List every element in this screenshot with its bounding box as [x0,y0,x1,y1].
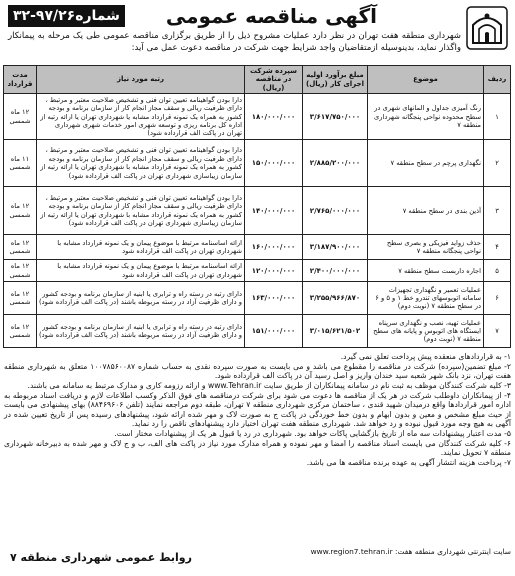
public-relations-signature: روابط عمومی شهرداری منطقه ۷ [10,551,192,564]
note-item: ۳- کلیه شرکت کنندگان موظف به ثبت نام در سامانه پیمانکاران از طریق سایت www.Tehran.ir و ارائه رزومه کاری و مدارک مرتبط به سامانه می باشند. [27,381,511,390]
website-line [211,547,511,556]
row-requirement: دارای رتبه در رسته راه و ترابری یا ابنیه از سازمان برنامه و بودجه کشور و دارای ظرفیت آزاد در رسته مربوطه باشند (در پاکت الف قرارداده شود) [37,282,245,315]
row-deposit: ۱۶۰/۰۰۰/۰۰۰ [245,235,303,260]
col-header-row-number: ردیف [484,66,511,94]
row-duration: ۱۲ ماه شمسی [4,315,37,348]
row-deposit: ۱۸۰/۰۰۰/۰۰۰ [245,94,303,140]
row-subject: اجاره داربست سطح منطقه ۷ [368,260,484,282]
table-row [4,260,511,282]
row-deposit: ۱۵۱/۰۰۰/۰۰۰ [245,315,303,348]
row-subject: حذف زواید فیزیکی و بصری سطح نواحی پنجگانه منطقه ۷ [368,235,484,260]
note-item: ۶- کلیه شرکت کنندگان می بایست اسناد مناقصه را امضا و مهر نموده و همراه مدارک مورد نیاز در پاکت های الف، ب و ج لاک و مهر شده به دبیرخانه شهرداری منطقه ۷ تحویل نمایند. [4,438,511,458]
col-header-estimate: مبلغ برآورد اولیه اجرای کار (ریال) [303,66,368,94]
row-duration: ۱۲ ماه شمسی [4,260,37,282]
row-number: ۶ [484,282,511,315]
note-item: ۲- مبلغ تضمین(سپرده) شرکت در مناقصه را مقطوع می باشد و می بایست به صورت سپرده نقدی به حساب شماره ۱۰۰۷۸۵۶۰۰۸۷ متعلق به شهرداری منطقه هفت تهران، نزد بانک شهر شعبه سید خندان واریز و اصل رسید آن در پاکت الف قرارداده شود. [4,361,511,381]
notice-number: شماره۹۷/۲۶-۳۲ [8,5,125,27]
row-number: ۴ [484,235,511,260]
row-requirement: دارا بودن گواهینامه تعیین توان فنی و تشخیص صلاحیت معتبر و مرتبط ، دارای ظرفیت ریالی و سقف مجاز انجام کار از سازمان برنامه و بودجه کشور به همراه یک نمونه قرارداد مشابه با شهرداری تهران یا ارائه رتبه از سازمان زیباسازی شهرداری تهران در پاکت الف قرارداده شود) [37,187,245,235]
row-duration: ۱۲ ماه شمسی [4,94,37,140]
col-header-duration: مدت قرارداد [4,66,37,94]
tehran-municipality-logo-icon [465,5,509,51]
col-header-subject: موضوع [368,66,484,94]
row-duration: ۱۲ ماه شمسی [4,282,37,315]
table-row [4,94,511,140]
note-item: ۵- مدت اعتبار پیشنهادات سه ماه از تاریخ بازگشایی پاکات خواهد بود. شهرداری در رد یا قبول هر یک از پیشنهادات مختار است. [114,428,511,438]
tender-table [3,65,511,348]
row-estimate: ۲/۷۶۵/۰۰۰/۰۰۰ [303,187,368,235]
row-deposit: ۱۲۰/۰۰۰/۰۰۰ [245,260,303,282]
table-header-row [4,66,511,94]
notice-intro: شهرداری منطقه هفت تهران در نظر دارد عملیات مشروح ذیل را از طریق برگزاری مناقصه عمومی طی یک مرحله به پیمانکار واگذار نماید، بدینوسیله ازمتقاضیان واجد شرایط جهت شرکت در مناقصه دعوت عمل می آید: [8,31,461,53]
note-item: ۷- پرداخت هزینه انتشار آگهی به عهده برنده مناقصه ها می باشد. [306,457,511,467]
row-subject: عملیات تعمیر و نگهداری تجهیزات سامانه اتوبوسهای تندرو خط ۱ و ۵ و ۶ در سطح منطقه ۷ (نوبت دوم) [368,282,484,315]
col-header-requirement: رتبه مورد نیاز [37,66,245,94]
note-item: ۴- از پیمانکاران داوطلب شرکت در هر یک از مناقصه ها دعوت می شود برای شرکت درمناقصه های فوق الذکر وکسب اطلاعات لازم و دریافت اسناد مربوطه به اداره امور قراردادها واقع درمیدان شهید قندی ، ساختمان مرکزی شهرداری منطقه ۷ تهران، طبقه دوم مراجعه نمایند (تلفن ۸۸۴۶۹۶۰۶) بهای پیشنهادی می بایست از حیث مبلغ مشخص و معین و بدون ابهام و بدون خط خوردگی در پاکت ج به صورت لاک و مهر شده ارائه شود، پیشنهادهای رسیده پس از تاریخ تعیین شده در آگهی به هیچ وجه مورد قبول نبوده و رد خواهد شد. شهرداری منطقه هفت تهران اختیار دارد پیشنهادهای ناقص را رد نماید. [4,390,511,429]
row-estimate: ۳/۶۱۷/۷۵۰/۰۰۰ [303,94,368,140]
table-row [4,282,511,315]
row-number: ۳ [484,187,511,235]
table-row [4,315,511,348]
row-requirement: ارائه اساسنامه مرتبط با موضوع پیمان و یک نمونه قرارداد مشابه با شهرداری تهران در پاکت الف قرارداده شود [37,260,245,282]
table-row [4,140,511,187]
row-deposit: ۱۶۳/۰۰۰/۰۰۰ [245,282,303,315]
row-estimate: ۳/۱۸۷/۹۰۰/۰۰۰ [303,235,368,260]
row-subject: آذین بندی در سطح منطقه ۷ [368,187,484,235]
row-subject: رنگ آمیزی جداول و المانهای شهری در سطح محدوده نواحی پنجگانه شهرداری منطقه ۷ [368,94,484,140]
row-estimate: ۳/۰۱۵/۶۲۱/۵۰۲ [303,315,368,348]
notice-notes [4,352,511,467]
row-requirement: دارای رتبه در رسته راه و ترابری یا ابنیه از سازمان برنامه و بودجه کشور و دارای ظرفیت آزاد در رسته مربوطه باشند (در پاکت الف قرارداده شود) [37,315,245,348]
row-duration: ۱۲ ماه شمسی [4,187,37,235]
row-duration: ۱۲ ماه شمسی [4,235,37,260]
row-number: ۷ [484,315,511,348]
table-row [4,235,511,260]
table-row [4,187,511,235]
row-estimate: ۳/۲۵۵/۹۶۶/۸۷۰ [303,282,368,315]
row-requirement: دارا بودن گواهینامه تعیین توان فنی و تشخیص صلاحیت معتبر و مرتبط ، دارای ظرفیت ریالی و سقف مجاز انجام کار از سازمان برنامه و بودجه کشور به همراه یک نمونه قرارداد مشابه با شهرداری تهران یا ارائه رتبه از سازمان زیباسازی شهرداری تهران در پاکت الف قرارداده شود) [37,140,245,187]
website-prefix: سایت اینترنتی شهرداری منطقه هفت: [395,547,511,556]
row-number: ۵ [484,260,511,282]
row-subject: عملیات تهیه، نصب و نگهداری سرپناه ایستگاه های اتوبوس و پایانه های سطح منطقه ۷ (نوبت دوم) [368,315,484,348]
website-link[interactable]: www.region7.tehran.ir [310,547,393,556]
notice-header [4,3,511,65]
notice-footer [4,547,511,573]
row-requirement: ارائه اساسنامه مرتبط با موضوع پیمان و یک نمونه قرارداد مشابه با شهرداری تهران در پاکت الف قرارداده شود [37,235,245,260]
row-requirement: دارا بودن گواهینامه تعیین توان فنی و تشخیص صلاحیت معتبر و مرتبط ، دارای ظرفیت ریالی و سقف مجاز انجام کار از سازمان برنامه و بودجه کشور به همراه یک نمونه قرارداد مشابه یا شهرداری تهران یا ارائه رتبه از اداره کل برنامه ریزی و توسعه شهری امور خدمات شهری شهرداری تهران در پاکت الف قرارداده شود) [37,94,245,140]
notice-title-box [160,3,383,29]
row-subject: نگهداری پرچم در سطح منطقه ۷ [368,140,484,187]
row-deposit: ۱۴۰/۰۰۰/۰۰۰ [245,187,303,235]
row-deposit: ۱۵۰/۰۰۰/۰۰۰ [245,140,303,187]
col-header-deposit: سپرده شرکت در مناقصه (ریال) [245,66,303,94]
row-estimate: ۲/۴۰۰/۰۰۰/۰۰۰ [303,260,368,282]
row-duration: ۱۱ ماه شمسی [4,140,37,187]
notice-title: آگهی مناقصه عمومی [165,4,377,28]
note-item: ۱- به قراردادهای منعقده پیش پرداخت تعلق نمی گیرد. [340,352,511,362]
row-estimate: ۲/۸۸۵/۲۰۰/۰۰۰ [303,140,368,187]
row-number: ۲ [484,140,511,187]
row-number: ۱ [484,94,511,140]
